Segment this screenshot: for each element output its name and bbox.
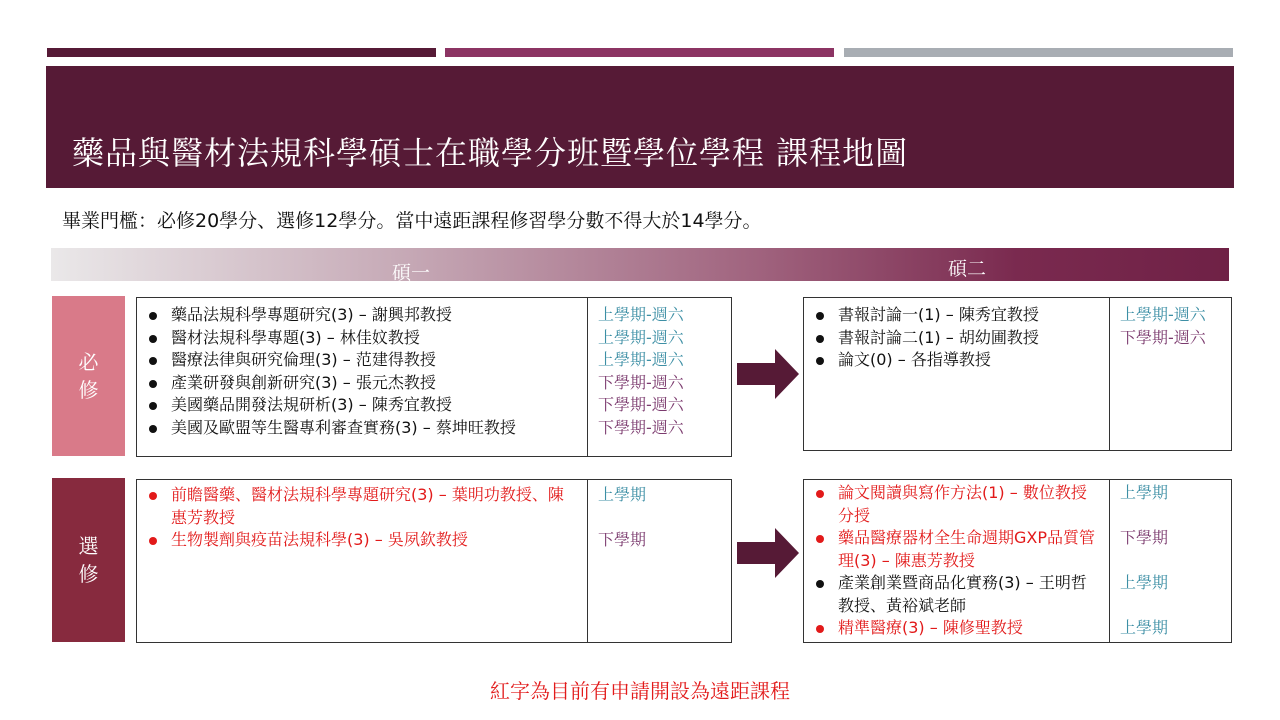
- course-text: 書報討論一(1) – 陳秀宜教授: [838, 305, 1039, 324]
- accent-bar-dark: [47, 48, 436, 57]
- list-item: [143, 327, 583, 350]
- list-item: [810, 327, 1105, 350]
- required-year1-courses: [143, 304, 583, 439]
- required-year1-semesters: [598, 304, 684, 439]
- list-item: [143, 304, 583, 327]
- required-year2-semesters: [1120, 304, 1206, 349]
- list-item: [143, 372, 583, 395]
- elective-year1-semesters: [598, 484, 646, 552]
- semester-label: 上學期-週六: [598, 327, 684, 347]
- list-item: [143, 394, 583, 417]
- bullet-icon: [149, 537, 157, 545]
- year2-label: 碩二: [948, 258, 987, 280]
- accent-bar-mid: [445, 48, 834, 57]
- elective-year2-courses: [810, 482, 1101, 640]
- bullet-icon: [816, 580, 824, 588]
- required-year1-box: [136, 297, 732, 457]
- semester-label: 上學期-週六: [598, 350, 684, 369]
- bullet-icon: [816, 625, 824, 633]
- graduation-requirement: 畢業門檻：必修20學分、選修12學分。當中遠距課程修習學分數不得大於14學分。: [62, 210, 762, 232]
- course-text: 醫療法律與研究倫理(3) – 范建得教授: [171, 350, 436, 369]
- list-item: [143, 529, 579, 552]
- required-year2-courses: [810, 304, 1105, 372]
- elective-year2-semesters: [1120, 482, 1168, 640]
- semester-label: 上學期: [1120, 618, 1169, 637]
- semester-label: 上學期: [1120, 573, 1169, 592]
- elective-label: [52, 478, 125, 642]
- list-item: [810, 349, 1105, 372]
- semester-label: 下學期: [1120, 528, 1169, 547]
- list-item: [810, 617, 1101, 640]
- semester-label: 下學期-週六: [598, 372, 684, 392]
- bullet-icon: [149, 335, 157, 343]
- course-text: 藥品法規科學專題研究(3) – 謝興邦教授: [171, 305, 452, 324]
- bullet-icon: [816, 312, 824, 320]
- bullet-icon: [149, 425, 157, 433]
- elective-label-text: 選修: [78, 534, 99, 586]
- list-item: [143, 417, 583, 440]
- right-arrow-icon: [737, 349, 799, 399]
- semester-label: 上學期-週六: [1120, 305, 1206, 324]
- box-divider: [1109, 480, 1110, 642]
- page-title: 藥品與醫材法規科學碩士在職學分班暨學位學程 課程地圖: [72, 134, 909, 172]
- semester-label: 下學期-週六: [598, 395, 684, 414]
- list-item: [810, 482, 1101, 527]
- accent-bar-gray: [844, 48, 1233, 57]
- course-text: 前瞻醫藥、醫材法規科學專題研究(3) – 葉明功教授、陳惠芳教授: [171, 485, 564, 527]
- course-text: 生物製劑與疫苗法規科學(3) – 吳夙欽教授: [171, 530, 468, 549]
- bullet-icon: [149, 380, 157, 388]
- right-arrow-icon: [737, 528, 799, 578]
- course-text: 產業研發與創新研究(3) – 張元杰教授: [171, 372, 436, 392]
- course-text: 論文閱讀與寫作方法(1) – 數位教授分授: [838, 483, 1087, 525]
- year1-label: 碩一: [392, 262, 431, 284]
- box-divider: [587, 480, 588, 642]
- box-divider: [587, 298, 588, 456]
- list-item: [143, 349, 583, 372]
- course-text: 書報討論二(1) – 胡幼圃教授: [838, 327, 1039, 347]
- course-text: 美國及歐盟等生醫專利審查實務(3) – 蔡坤旺教授: [171, 417, 516, 437]
- year-header-band: [51, 248, 1229, 281]
- elective-year1-courses: [143, 484, 579, 552]
- course-text: 藥品醫療器材全生命週期GXP品質管理(3) – 陳惠芳教授: [838, 528, 1096, 570]
- bullet-icon: [816, 535, 824, 543]
- list-item: [810, 304, 1105, 327]
- bullet-icon: [149, 312, 157, 320]
- remote-course-note: 紅字為目前有申請開設為遠距課程: [490, 679, 790, 703]
- box-divider: [1109, 298, 1110, 450]
- semester-label: 下學期: [598, 530, 647, 549]
- required-label: [52, 296, 125, 456]
- required-label-text: 必修: [78, 350, 99, 402]
- semester-label: 上學期: [598, 485, 647, 504]
- list-item: [143, 484, 579, 529]
- course-text: 產業創業暨商品化實務(3) – 王明哲教授、黃裕斌老師: [838, 573, 1087, 615]
- semester-label: 下學期-週六: [598, 417, 684, 437]
- list-item: [810, 572, 1101, 617]
- bullet-icon: [149, 492, 157, 500]
- semester-label: 上學期-週六: [598, 305, 684, 324]
- course-text: 精準醫療(3) – 陳修聖教授: [838, 618, 1023, 637]
- required-year2-box: [803, 297, 1232, 451]
- bullet-icon: [149, 357, 157, 365]
- bullet-icon: [149, 402, 157, 410]
- elective-year1-box: [136, 479, 732, 643]
- bullet-icon: [816, 357, 824, 365]
- course-text: 醫材法規科學專題(3) – 林佳妏教授: [171, 327, 420, 347]
- bullet-icon: [816, 335, 824, 343]
- semester-label: 下學期-週六: [1120, 327, 1206, 347]
- course-text: 論文(0) – 各指導教授: [838, 350, 991, 369]
- list-item: [810, 527, 1101, 572]
- elective-year2-box: [803, 479, 1232, 643]
- course-text: 美國藥品開發法規研析(3) – 陳秀宜教授: [171, 395, 452, 414]
- bullet-icon: [816, 490, 824, 498]
- semester-label: 上學期: [1120, 483, 1169, 502]
